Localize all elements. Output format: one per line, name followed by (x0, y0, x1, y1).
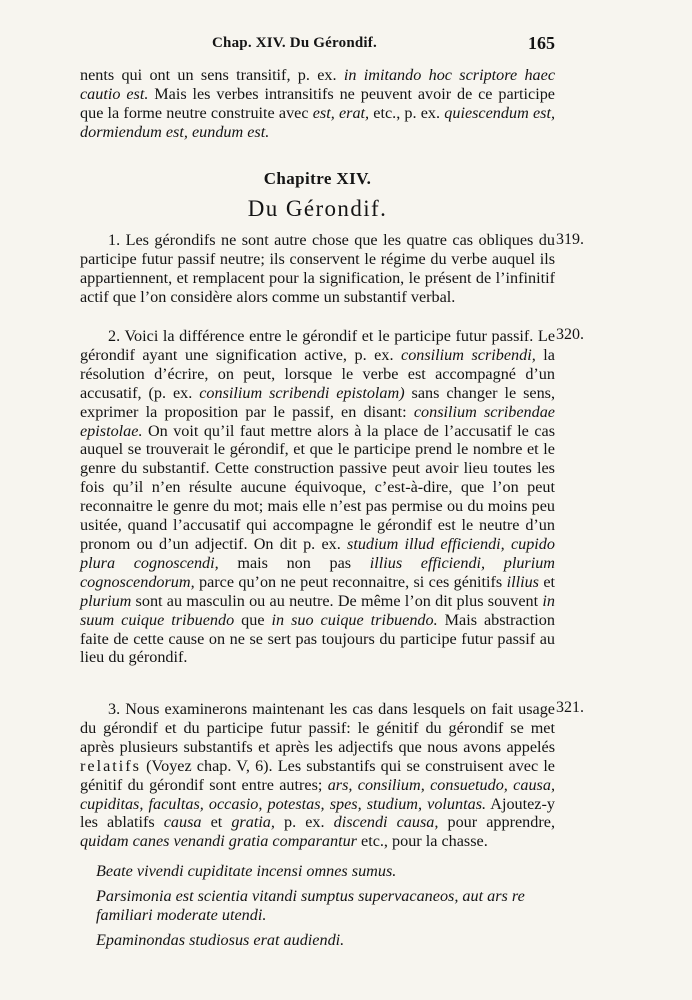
section-320-block (80, 327, 555, 667)
section-number-320: 320. (556, 326, 584, 343)
chapter-number: Chapitre XIV. (263, 169, 372, 188)
section-321-block (80, 700, 555, 851)
text-run: sont au masculin ou au neutre. De même l’on dit plus souvent (131, 591, 543, 610)
example-sentence: Epaminondas studiosus erat audiendi. (96, 930, 345, 949)
section-319-paragraph (80, 231, 555, 307)
text-run: (Voyez chap. V, 6). Les substantifs qui se construisent avec le génitif du gérondif sont entre autres; (80, 756, 555, 794)
section-321-paragraph (80, 700, 555, 851)
text-run: et (201, 813, 232, 832)
chapter-heading (80, 169, 555, 222)
text-run: pour apprendre, (438, 813, 555, 832)
text-run: 1. Les gérondifs ne sont autre chose que les quatre cas obliques du participe futur passif neutre; ils conservent le régime du verbe auquel ils appartiennent, et remplacent pour la signification, le présent de l’infinitif actif que l’on considère alors comme un substantif verbal. (80, 231, 555, 306)
text-run: parce qu’on ne peut reconnaitre, si ces génitifs (194, 572, 507, 591)
italic-text-run: est, erat, (312, 103, 370, 122)
italic-text-run: illius (506, 572, 539, 591)
example-sentence: Beate vivendi cupiditate incensi omnes sumus. (96, 862, 397, 880)
italic-text-run: in suo cuique tribuendo. (271, 610, 438, 629)
section-320-paragraph (80, 327, 555, 667)
text-run: mais non pas (218, 553, 370, 572)
italic-text-run: causa (163, 813, 202, 832)
italic-text-run: consilium scribendi epistolam) (199, 383, 405, 402)
text-run: et (538, 572, 555, 591)
text-run: etc., pour la chasse. (356, 832, 488, 851)
text-run: nents qui ont un sens transitif, p. ex. (80, 66, 344, 84)
italic-text-run: quiescendum est, dormiendum est, eundum est. (80, 103, 555, 141)
italic-text-run: ars, consilium, consuetudo, causa, cupiditas, facultas, occasio, potestas, spes, studium, voluntas. (80, 775, 555, 813)
italic-text-run: plurium (80, 591, 132, 610)
example-sentences (96, 862, 556, 950)
chapter-title: Du Gérondif. (247, 196, 388, 221)
text-run: que (234, 610, 272, 629)
text-run: Ajoutez-y les ablatifs (80, 794, 555, 832)
spaced-text-run: relatifs (80, 756, 141, 775)
text-run: sans changer le sens, exprimer la proposition par le passif, en disant: (80, 383, 556, 421)
section-number-321: 321. (556, 699, 584, 716)
italic-text-run: studium illud efficiendi, cupido plura cognoscendi, (80, 534, 555, 572)
italic-text-run: illius efficiendi, plurium cognoscendorum, (80, 553, 555, 591)
section-number-319: 319. (556, 231, 584, 248)
text-run: la résolution d’écrire, on peut, lorsque le verbe est accompagné d’un accusatif, (p. ex. (80, 345, 555, 402)
intro-paragraph (80, 66, 555, 142)
italic-text-run: quidam canes venandi gratia comparantur (80, 832, 357, 851)
italic-text-run: consilium scribendae epistolae. (80, 402, 555, 440)
section-319-block (80, 231, 555, 307)
text-run: 3. Nous examinerons maintenant les cas dans lesquels on fait usage du gérondif et du participe futur passif: le génitif du gérondif se met après plusieurs substantifs et après les adjectifs que nous avons appelés (80, 700, 555, 756)
intro-text-block (80, 66, 555, 142)
example-sentence: Parsimonia est scientia vitandi sumptus supervacaneos, aut ars re familiari moderate utendi. (96, 886, 525, 924)
text-run: 2. Voici la différence entre le gérondif et le participe futur passif. Le gérondif ayant une signification active, p. ex. (80, 327, 555, 364)
italic-text-run: gratia, (231, 813, 275, 832)
page-number: 165 (528, 33, 555, 53)
italic-text-run: in suum cuique tribuendo (80, 591, 555, 629)
text-run: On voit qu’il faut mettre alors à la place de l’accusatif le cas auquel se trouverait le gérondif, et que le participe prend le nombre et le genre du substantif. Cette construction passive peut avoir lieu toutes les fois qu’il n’en résulte aucune équivoque, c’est-à-dire, que l’on peut reconnaitre le genre du mot; mais elle n’est pas permise ou du moins peu usitée, quand l’accusatif qui accompagne le gérondif est le neutre d’un pronom ou d’un adjectif. On dit p. ex. (80, 421, 555, 553)
text-run: Mais les verbes intransitifs ne peuvent avoir de ce participe que la forme neutre construite avec (80, 84, 555, 122)
italic-text-run: discendi causa, (333, 813, 439, 832)
text-run: p. ex. (274, 813, 334, 832)
running-head (80, 33, 555, 57)
italic-text-run: in imitando hoc scriptore haec cautio est. (80, 66, 556, 103)
running-title: Chap. XIV. Du Gérondif. (212, 35, 377, 51)
text-run: etc., p. ex. (369, 103, 445, 122)
italic-text-run: consilium scribendi, (401, 345, 536, 364)
text-run: Mais abstraction faite de cette cause on ne se sert pas toujours du participe futur passif au lieu du gérondif. (80, 610, 555, 667)
